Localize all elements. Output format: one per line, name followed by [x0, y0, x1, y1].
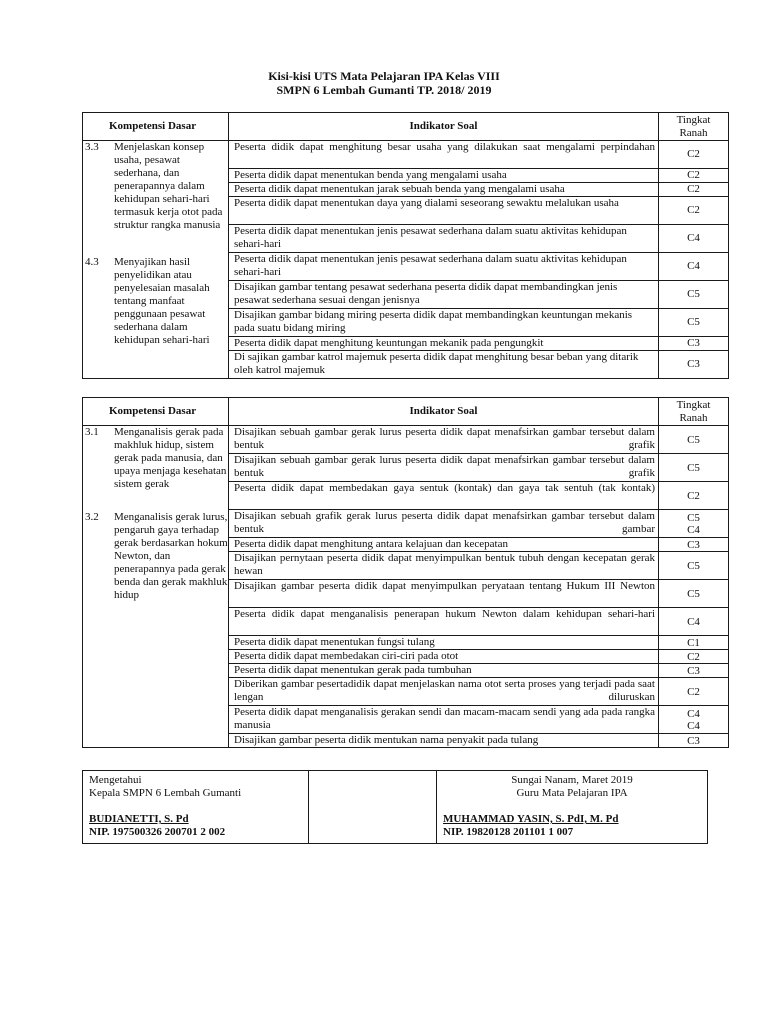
ranah-value: C4 [687, 615, 700, 628]
ranah-value: C2 [659, 183, 729, 197]
ranah-value: C4 [687, 719, 700, 732]
kd-text: Menganalisis gerak lurus, pengaruh gaya terhadap gerak berdasarkan hokum Newton, dan penerapannya pada gerak benda dan gerak makhluk hidup [114, 511, 228, 601]
ranah-cell [659, 664, 729, 678]
signature-left-name: BUDIANETTI, S. Pd [89, 813, 189, 825]
ranah-cell [659, 454, 729, 482]
kisi-table-1 [82, 112, 729, 379]
indikator-cell: Disajikan gambar peserta didik mentukan nama penyakit pada tulang [229, 734, 659, 748]
indikator-cell: Peserta didik dapat menentukan fungsi tulang [229, 636, 659, 650]
indikator-cell: Peserta didik dapat menganalisis penerapan hukum Newton dalam kehidupan sehari-hari [229, 608, 659, 636]
document-subtitle: SMPN 6 Lembah Gumanti TP. 2018/ 2019 [276, 83, 492, 97]
ranah-value: C4 [687, 523, 700, 536]
indikator-cell: Diberikan gambar pesertadidik dapat menjelaskan nama otot serta proses yang terjadi pada saat lengan diluruskan [229, 678, 659, 706]
kd-text: Menganalisis gerak pada makhluk hidup, sistem gerak pada manusia, dan upaya menjaga kesehatan sistem gerak [114, 426, 227, 490]
ranah-value: C1 [687, 636, 700, 649]
header-indikator-soal: Indikator Soal [229, 398, 659, 426]
ranah-value: C3 [659, 337, 729, 351]
ranah-value: C2 [659, 197, 729, 225]
kd-text: Menjelaskan konsep usaha, pesawat sederhana, dan penerapannya dalam kehidupan sehari-hari termasuk kerja otot pada struktur rangka manusia [114, 141, 223, 231]
signature-table [82, 770, 708, 844]
signature-left-role: Kepala SMPN 6 Lembah Gumanti [89, 787, 242, 799]
ranah-value: C2 [687, 685, 700, 698]
indikator-cell: Peserta didik dapat menghitung besar usaha yang dilakukan saat mengalami perpindahan [229, 141, 659, 169]
indikator-cell: Peserta didik dapat menentukan jarak sebuah benda yang mengalami usaha [229, 183, 659, 197]
kd-number: 3.3 [85, 141, 99, 153]
indikator-cell: Disajikan gambar tentang pesawat sederhana peserta didik dapat membandingkan jenis pesawat sederhana sesuai dengan jenisnya [229, 281, 659, 309]
indikator-cell: Peserta didik dapat menghitung keuntungan mekanik pada pengungkit [229, 337, 659, 351]
ranah-value: C2 [687, 489, 700, 502]
ranah-value: C5 [659, 309, 729, 337]
indikator-cell: Peserta didik dapat menentukan jenis pesawat sederhana dalam suatu aktivitas kehidupan sehari-hari [229, 225, 659, 253]
ranah-cell [659, 426, 729, 454]
signature-left [83, 771, 309, 844]
ranah-value: C3 [659, 351, 729, 379]
ranah-cell [659, 552, 729, 580]
table-row [83, 141, 729, 169]
table-header-row [83, 398, 729, 426]
ranah-cell [659, 482, 729, 510]
ranah-cell [659, 538, 729, 552]
signature-right-place-date: Sungai Nanam, Maret 2019 [511, 774, 633, 786]
indikator-cell: Disajikan gambar peserta didik dapat menyimpulkan peryataan tentang Hukum III Newton [229, 580, 659, 608]
ranah-cell [659, 650, 729, 664]
header-tingkat-ranah [659, 113, 729, 141]
ranah-value: C5 [687, 433, 700, 446]
header-kompetensi-dasar: Kompetensi Dasar [83, 398, 229, 426]
ranah-value: C2 [659, 141, 729, 169]
ranah-cell [659, 678, 729, 706]
ranah-cell [659, 510, 729, 538]
kompetensi-dasar-cell [83, 141, 229, 379]
signature-left-label: Mengetahui [89, 774, 142, 786]
indikator-cell: Peserta didik dapat menentukan jenis pesawat sederhana dalam suatu aktivitas kehidupan sehari-hari [229, 253, 659, 281]
header-tingkat: Tingkat [676, 113, 711, 126]
indikator-cell: Disajikan pernytaan peserta didik dapat menyimpulkan bentuk tubuh dengan kecepatan gerak hewan [229, 552, 659, 580]
signature-right-nip: NIP. 19820128 201101 1 007 [443, 826, 574, 838]
ranah-cell [659, 636, 729, 650]
kd-item [85, 141, 228, 232]
ranah-value: C2 [659, 169, 729, 183]
kd-item [85, 426, 228, 491]
indikator-cell: Di sajikan gambar katrol majemuk peserta didik dapat menghitung besar beban yang ditarik oleh katrol majemuk [229, 351, 659, 379]
indikator-cell: Peserta didik dapat menentukan daya yang dialami seseorang sewaktu melalukan usaha [229, 197, 659, 225]
signature-right [437, 771, 708, 844]
ranah-value: C3 [687, 664, 700, 677]
indikator-cell: Peserta didik dapat membedakan ciri-ciri pada otot [229, 650, 659, 664]
ranah-value: C5 [687, 511, 700, 524]
indikator-cell: Disajikan sebuah gambar gerak lurus peserta didik dapat menafsirkan gambar tersebut dalam bentuk grafik [229, 426, 659, 454]
ranah-cell [659, 734, 729, 748]
ranah-value: C4 [659, 253, 729, 281]
indikator-cell: Peserta didik dapat membedakan gaya sentuk (kontak) dan gaya tak sentuh (tak kontak) [229, 482, 659, 510]
ranah-value: C4 [659, 225, 729, 253]
ranah-cell [659, 706, 729, 734]
ranah-value: C4 [687, 707, 700, 720]
ranah-value: C3 [687, 538, 700, 551]
header-tingkat-ranah [659, 398, 729, 426]
ranah-cell [659, 608, 729, 636]
kd-item [85, 511, 228, 602]
signature-right-name: MUHAMMAD YASIN, S. PdI, M. Pd [443, 813, 619, 825]
ranah-cell [659, 580, 729, 608]
signature-left-nip: NIP. 197500326 200701 2 002 [89, 826, 226, 838]
header-ranah: Ranah [679, 126, 708, 139]
indikator-cell: Peserta didik dapat menentukan gerak pada tumbuhan [229, 664, 659, 678]
indikator-cell: Disajikan gambar bidang miring peserta didik dapat membandingkan keuntungan mekanis pada suatu bidang miring [229, 309, 659, 337]
ranah-value: C5 [687, 587, 700, 600]
header-ranah: Ranah [679, 411, 708, 424]
indikator-cell: Disajikan sebuah grafik gerak lurus peserta didik dapat menafsirkan gambar tersebut dalam bentuk gambar [229, 510, 659, 538]
document-title: Kisi-kisi UTS Mata Pelajaran IPA Kelas VIII [268, 69, 500, 83]
indikator-cell: Peserta didik dapat menghitung antara kelajuan dan kecepatan [229, 538, 659, 552]
kd-number: 4.3 [85, 256, 99, 268]
ranah-value: C5 [687, 559, 700, 572]
kd-text: Menyajikan hasil penyelidikan atau penyelesaian masalah tentang manfaat penggunaan pesawat sederhana dalam kehidupan sehari-hari [114, 256, 210, 346]
ranah-value: C3 [687, 734, 700, 747]
kd-item [85, 256, 228, 347]
signature-right-role: Guru Mata Pelajaran IPA [516, 787, 628, 799]
kd-number: 3.2 [85, 511, 99, 523]
indikator-cell: Disajikan sebuah gambar gerak lurus peserta didik dapat menafsirkan gambar tersebut dalam bentuk grafik [229, 454, 659, 482]
table-row [83, 426, 729, 454]
ranah-value: C5 [687, 461, 700, 474]
indikator-cell: Peserta didik dapat menganalisis gerakan sendi dan macam-macam sendi yang ada pada rangka manusia [229, 706, 659, 734]
table-header-row [83, 113, 729, 141]
ranah-value: C2 [687, 650, 700, 663]
ranah-value: C5 [659, 281, 729, 309]
signature-spacer [309, 771, 437, 844]
kd-number: 3.1 [85, 426, 99, 438]
header-indikator-soal: Indikator Soal [229, 113, 659, 141]
indikator-cell: Peserta didik dapat menentukan benda yang mengalami usaha [229, 169, 659, 183]
kompetensi-dasar-cell [83, 426, 229, 748]
header-tingkat: Tingkat [676, 398, 711, 411]
kisi-table-2 [82, 397, 729, 748]
header-kompetensi-dasar: Kompetensi Dasar [83, 113, 229, 141]
